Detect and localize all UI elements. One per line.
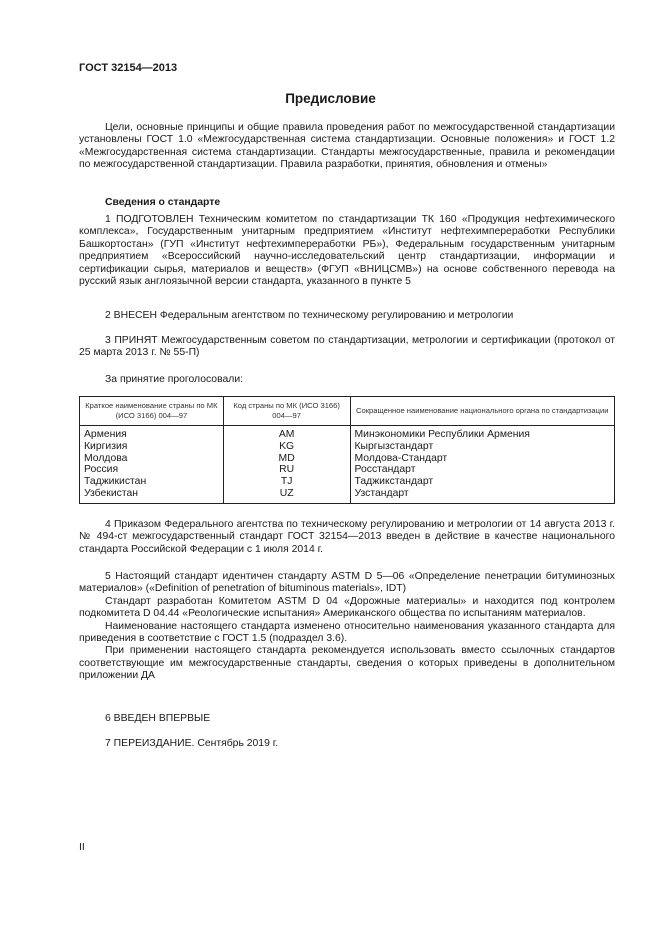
- country-name-cell: Таджикистан: [80, 476, 224, 488]
- item-5-text: 5 Настоящий стандарт идентичен стандарту ASTM D 5—06 «Определение пенетрации битуминозных материалов» («Definition of penetration of bituminous materials», IDT): [79, 571, 615, 595]
- page-number: II: [79, 842, 85, 853]
- country-code-cell: KG: [223, 441, 350, 453]
- standards-body-cell: Росстандарт: [350, 464, 615, 476]
- standards-body-cell: Кыргызстандарт: [350, 441, 615, 453]
- item-7-text: 7 ПЕРЕИЗДАНИЕ. Сентябрь 2019 г.: [105, 738, 279, 749]
- standards-body-cell: Молдова-Стандарт: [350, 453, 615, 465]
- header-country-name: Краткое наименование страны по МК (ИСО 3166) 004—97: [80, 397, 224, 426]
- item-5: [79, 571, 615, 683]
- item-4: [79, 519, 615, 556]
- standards-body-cell: Минэкономики Республики Армения: [350, 426, 615, 441]
- table-row: [80, 426, 615, 441]
- standards-body-cell: Таджикстандарт: [350, 476, 615, 488]
- section-subheading: Сведения о стандарте: [105, 197, 221, 208]
- item-4-text: 4 Приказом Федерального агентства по техническому регулированию и метрологии от 14 августа 2013 г. № 494-ст межгосударственный стандарт ГОСТ 32154—2013 введен в действие в качестве национального стандарта Российской Федерации с 1 июля 2014 г.: [79, 519, 615, 555]
- intro-paragraph: [79, 122, 615, 172]
- document-code: ГОСТ 32154—2013: [79, 62, 178, 74]
- item-5-committee-text: Стандарт разработан Комитетом ASTM D 04 «Дорожные материалы» и находится под контролем подкомитета D 04.44 «Реологические испытания» Американского общества по испытаниям материалов.: [79, 595, 615, 620]
- table-row: [80, 453, 615, 465]
- standards-body-cell: Узстандарт: [350, 488, 615, 503]
- item-3: [79, 335, 615, 360]
- item-2-text: 2 ВНЕСЕН Федеральным агентством по техническому регулированию и метрологии: [105, 310, 514, 321]
- table-row: [80, 441, 615, 453]
- voting-states-table: [79, 396, 615, 504]
- item-6: [79, 713, 615, 725]
- table-row: [80, 488, 615, 503]
- country-name-cell: Киргизия: [80, 441, 224, 453]
- country-code-cell: AM: [223, 426, 350, 441]
- country-name-cell: Армения: [80, 426, 224, 441]
- voted-text: За принятие проголосовали:: [105, 374, 244, 385]
- item-5-name-change-text: Наименование настоящего стандарта изменено относительно наименования указанного стандарта для приведения в соответствие с ГОСТ 1.5 (подраздел 3.6).: [79, 620, 615, 645]
- voted-line: [79, 374, 615, 386]
- item-2: [79, 310, 615, 322]
- item-6-text: 6 ВВЕДЕН ВПЕРВЫЕ: [105, 713, 211, 724]
- table-row: [80, 476, 615, 488]
- item-3-text: 3 ПРИНЯТ Межгосударственным советом по стандартизации, метрологии и сертификации (протокол от 25 марта 2013 г. № 55-П): [79, 335, 615, 359]
- intro-text: Цели, основные принципы и общие правила проведения работ по межгосударственной стандартизации установлены ГОСТ 1.0 «Межгосударственная система стандартизации. Основные положения» и ГОСТ 1.2 «Межгосударственная система стандартизации. Стандарты межгосударственные, правила и рекомендации по межгосударственной стандартизации. Правила разработки, принятия, обновления и отмены»: [79, 122, 615, 171]
- country-name-cell: Россия: [80, 464, 224, 476]
- country-name-cell: Узбекистан: [80, 488, 224, 503]
- page-title: Предисловие: [285, 91, 376, 106]
- item-7: [79, 738, 615, 750]
- country-name-cell: Молдова: [80, 453, 224, 465]
- country-code-cell: MD: [223, 453, 350, 465]
- header-standards-body: Сокращенное наименование национального органа по стандартизации: [350, 397, 615, 426]
- country-code-cell: RU: [223, 464, 350, 476]
- country-code-cell: TJ: [223, 476, 350, 488]
- country-code-cell: UZ: [223, 488, 350, 503]
- item-1-text: 1 ПОДГОТОВЛЕН Техническим комитетом по стандартизации ТК 160 «Продукция нефтехимического комплекса», Государственным унитарным предприятием «Институт нефтехимпереработки Республики Башкортостан» (ГУП «Институт нефтехимпереработки РБ»), Федеральным государственным унитарным предприятием «Всероссийский научно-исследовательский центр стандартизации, информации и сертификации сырья, материалов и веществ» (ФГУП «ВНИЦСМВ») на основе собственного перевода на русский язык англоязычной версии стандарта, указанного в пункте 5: [79, 214, 615, 288]
- header-country-code: Код страны по МК (ИСО 3166) 004—97: [223, 397, 350, 426]
- table-header-row: [80, 397, 615, 426]
- item-1: [79, 214, 615, 288]
- table-row: [80, 464, 615, 476]
- item-5-references-text: При применении настоящего стандарта рекомендуется использовать вместо ссылочных стандартов соответствующие им межгосударственные стандарты, сведения о которых приведены в дополнительном приложении ДА: [79, 645, 615, 682]
